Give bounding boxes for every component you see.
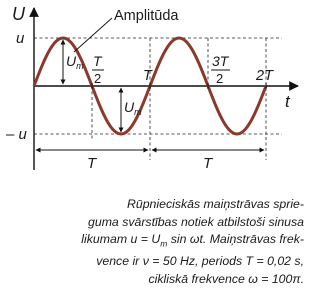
caption-line-2: guma svārstības notiek atbilstoši sinusa	[88, 214, 304, 229]
y-axis-label: U	[12, 4, 25, 24]
svg-text:2: 2	[216, 71, 224, 86]
period-label-1: T	[87, 155, 97, 172]
u-neg-label: – u	[6, 126, 27, 143]
caption-line-4: vence ir ν = 50 Hz, periods T = 0,02 s,	[96, 254, 304, 269]
caption-line-3: likumam $u = U_m$ sin ωt. Maiņstrāvas frek-	[81, 232, 304, 249]
u-pos-label: u	[16, 30, 25, 47]
figure-caption	[60, 196, 304, 288]
amplitude-callout-line	[74, 18, 112, 52]
t-half-label	[92, 53, 104, 86]
caption-line-1: Rūpnieciskās maiņstrāvas sprie-	[126, 197, 304, 211]
svg-text:2: 2	[94, 71, 102, 86]
t-threehalf-label	[211, 53, 230, 86]
svg-text:T: T	[93, 53, 102, 69]
period-label-2: T	[203, 155, 213, 172]
caption-line-5: cikliskā frekvence ω = 100π.	[148, 271, 304, 286]
svg-text:3T: 3T	[212, 53, 229, 69]
t-double-label: 2T	[256, 68, 273, 84]
um-label-positive: $U_m$	[66, 53, 84, 71]
x-axis-label: t	[285, 92, 290, 111]
t-label: T	[143, 68, 152, 84]
amplitude-callout-label: Amplitūda	[114, 8, 179, 24]
um-label-negative: $U_m$	[124, 99, 142, 117]
